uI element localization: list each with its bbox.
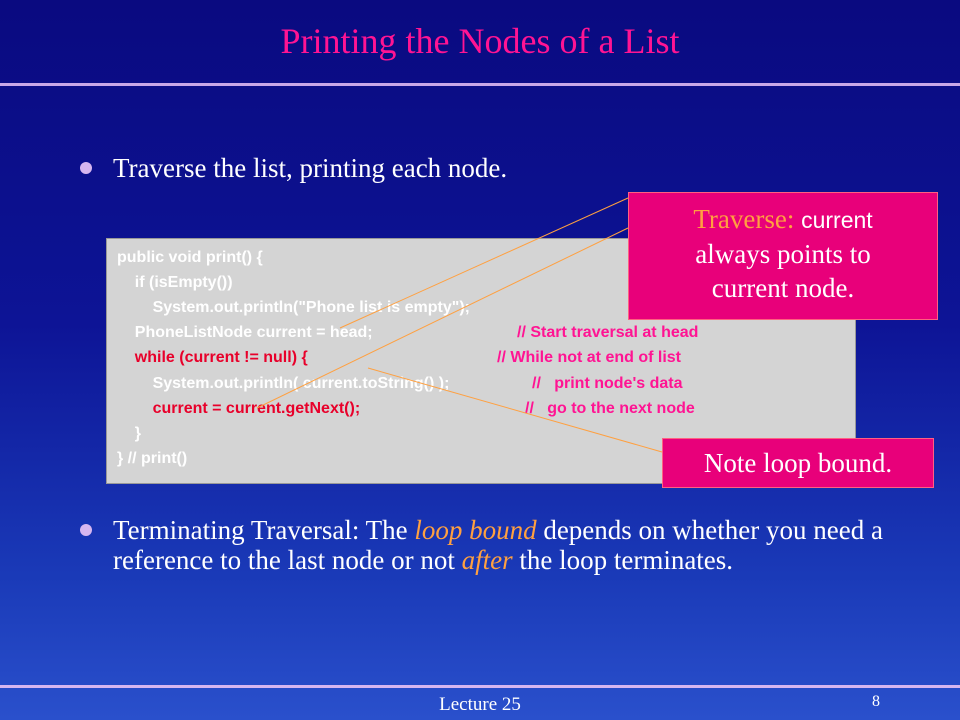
bullet-2-highlight-loop-bound: loop bound <box>414 515 537 545</box>
code-comment-7: // go to the next node <box>525 400 695 417</box>
traverse-callout-code-word: current <box>801 207 873 233</box>
bullet-2-text-part1: Terminating Traversal: The <box>113 515 415 545</box>
code-line-1: public void print() { <box>117 249 263 266</box>
code-line-4: PhoneListNode current = head; <box>117 324 373 341</box>
code-comment-6: // print node's data <box>532 375 683 392</box>
bullet-dot-icon <box>80 524 92 536</box>
slide-title: Printing the Nodes of a List <box>280 21 680 61</box>
traverse-callout-line2: always points to <box>695 239 871 269</box>
footer-text: Lecture 25 <box>439 694 521 715</box>
page-number: 8 <box>872 693 880 710</box>
pointer-line-2 <box>257 228 628 408</box>
bullet-2-text-part3: the loop terminates. <box>512 545 734 575</box>
code-comment-5: // While not at end of list <box>497 349 681 366</box>
bullet-1-text: Traverse the list, printing each node. <box>113 153 508 183</box>
pointer-line-3 <box>368 368 662 452</box>
bullet-2 <box>113 515 893 575</box>
footer-divider <box>0 685 960 688</box>
code-line-3: System.out.println("Phone list is empty"); <box>117 299 470 316</box>
code-line-5: while (current != null) { <box>117 349 308 366</box>
traverse-callout-line3: current node. <box>711 273 855 303</box>
loop-bound-callout: Note loop bound. <box>662 438 934 488</box>
bullet-2-highlight-after: after <box>461 545 513 575</box>
code-line-7: current = current.getNext(); <box>117 400 361 417</box>
traverse-callout-label: Traverse: <box>693 204 795 234</box>
code-line-2: if (isEmpty()) <box>117 274 233 291</box>
traverse-callout <box>628 192 938 320</box>
bullet-2-text-part2: depends on whether you need a reference to the last node or not <box>113 515 883 575</box>
code-line-6: System.out.println( current.toString() ); <box>117 375 450 392</box>
pointer-line-1 <box>340 198 628 328</box>
code-line-8: } <box>117 425 142 442</box>
code-line-9: } // print() <box>117 450 188 467</box>
code-comment-4: // Start traversal at head <box>517 324 699 341</box>
